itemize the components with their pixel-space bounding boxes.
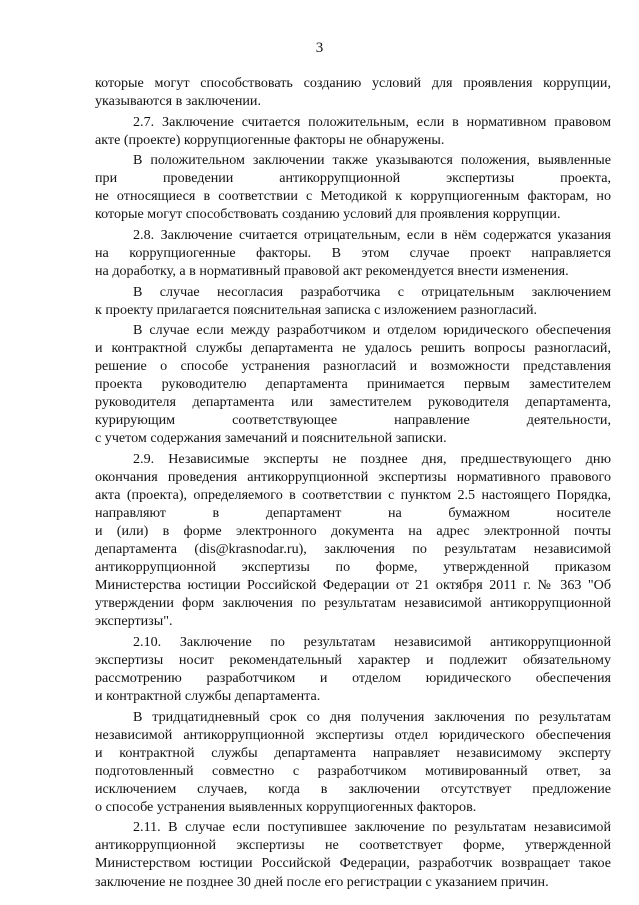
text-line: 2.10. Заключение по результатам независимой антикоррупционной bbox=[133, 633, 611, 650]
text-line: решение о способе устранения разногласий и возможности представления bbox=[95, 358, 611, 375]
paragraph bbox=[95, 633, 611, 705]
paragraph bbox=[95, 226, 611, 280]
text-line: курирующим соответствующее направление деятельности, bbox=[95, 412, 611, 429]
text-line: и (или) в форме электронного документа на адрес электронной почты bbox=[95, 523, 611, 540]
paragraph bbox=[95, 74, 611, 110]
paragraph bbox=[95, 450, 611, 630]
text-line: департамента (dis@krasnodar.ru), заключения по результатам независимой bbox=[95, 541, 611, 558]
text-line: антикоррупционной экспертизы по форме, утвержденной приказом bbox=[95, 559, 611, 576]
paragraph bbox=[95, 321, 611, 447]
text-line: о способе устранения выявленных коррупциогенных факторов. bbox=[95, 798, 477, 815]
text-line: акте (проекте) коррупциогенные факторы не обнаружены. bbox=[95, 131, 445, 148]
text-line: и контрактной службы департамента направляет независимому эксперту bbox=[95, 744, 611, 761]
text-line: и контрактной службы департамента. bbox=[95, 688, 321, 705]
paragraph bbox=[95, 113, 611, 149]
text-line: подготовленный совместно с разработчиком мотивированный ответ, за bbox=[95, 762, 611, 779]
text-line: экспертизы носит рекомендательный характер и подлежит обязательному bbox=[95, 651, 611, 668]
text-line: рассмотрению разработчиком и отделом юридического обеспечения bbox=[95, 670, 611, 686]
text-line: к проекту прилагается пояснительная записка с изложением разногласий. bbox=[95, 301, 538, 318]
page-number: 3 bbox=[315, 40, 324, 56]
text-line: которые могут способствовать созданию условий для проявления коррупции. bbox=[95, 206, 561, 223]
text-line: 2.8. Заключение считается отрицательным, если в нём содержатся указания bbox=[133, 226, 611, 243]
text-line: антикоррупционной экспертизы не соответствует форме, утвержденной bbox=[95, 837, 611, 854]
text-line: В тридцатидневный срок со дня получения заключения по результатам bbox=[133, 708, 611, 725]
paragraph bbox=[95, 818, 611, 890]
text-line: проекта руководителю департамента принимается первым заместителем bbox=[95, 376, 611, 393]
text-line: 2.7. Заключение считается положительным, если в нормативном правовом bbox=[133, 113, 611, 130]
document-body bbox=[95, 74, 611, 893]
paragraph bbox=[95, 283, 611, 319]
text-line: 2.11. В случае если поступившее заключение по результатам независимой bbox=[133, 819, 611, 836]
text-line: утверждении форм заключения по результатам независимой антикоррупционной bbox=[95, 595, 611, 612]
text-line: направляют в департамент на бумажном носителе bbox=[95, 505, 611, 522]
text-line: руководителя департамента или заместителем руководителя департамента, bbox=[95, 394, 611, 411]
text-line: с учетом содержания замечаний и пояснительной записки. bbox=[95, 430, 447, 447]
text-line: не относящиеся в соответствии с Методикой к коррупциогенным факторам, но bbox=[95, 188, 611, 205]
paragraph bbox=[95, 708, 611, 816]
text-line: В положительном заключении также указываются положения, выявленные bbox=[133, 152, 611, 169]
text-line: и контрактной службы департамента не удалось решить вопросы разногласий, bbox=[95, 340, 611, 357]
text-line: при проведении антикоррупционной экспертизы проекта, bbox=[95, 170, 611, 187]
text-line: В случае несогласия разработчика с отрицательным заключением bbox=[133, 283, 611, 300]
text-line: заключение не позднее 30 дней после его регистрации с указанием причин. bbox=[95, 873, 549, 890]
text-line: на коррупциогенные факторы. В этом случае проект направляется bbox=[95, 244, 611, 261]
text-line: которые могут способствовать созданию условий для проявления коррупции, bbox=[95, 75, 611, 91]
text-line: Министерством юстиции Российской Федерации, разработчик возвращает такое bbox=[95, 855, 611, 872]
text-line: экспертизы". bbox=[95, 613, 173, 630]
text-line: исключением случаев, когда в заключении отсутствует предложение bbox=[95, 780, 611, 797]
text-line: на доработку, а в нормативный правовой акт рекомендуется внести изменения. bbox=[95, 262, 569, 279]
text-line: указываются в заключении. bbox=[95, 93, 262, 110]
text-line: В случае если между разработчиком и отделом юридического обеспечения bbox=[133, 322, 611, 339]
text-line: Министерства юстиции Российской Федерации от 21 октября 2011 г. № 363 "Об bbox=[95, 577, 611, 594]
text-line: независимой антикоррупционной экспертизы отдел юридического обеспечения bbox=[95, 726, 611, 743]
text-line: окончания проведения антикоррупционной экспертизы нормативного правового bbox=[95, 468, 611, 485]
paragraph bbox=[95, 151, 611, 223]
text-line: 2.9. Независимые эксперты не позднее дня, предшествующего дню bbox=[133, 450, 611, 467]
text-line: акта (проекта), определяемого в соответствии с пунктом 2.5 настоящего Порядка, bbox=[95, 487, 611, 504]
